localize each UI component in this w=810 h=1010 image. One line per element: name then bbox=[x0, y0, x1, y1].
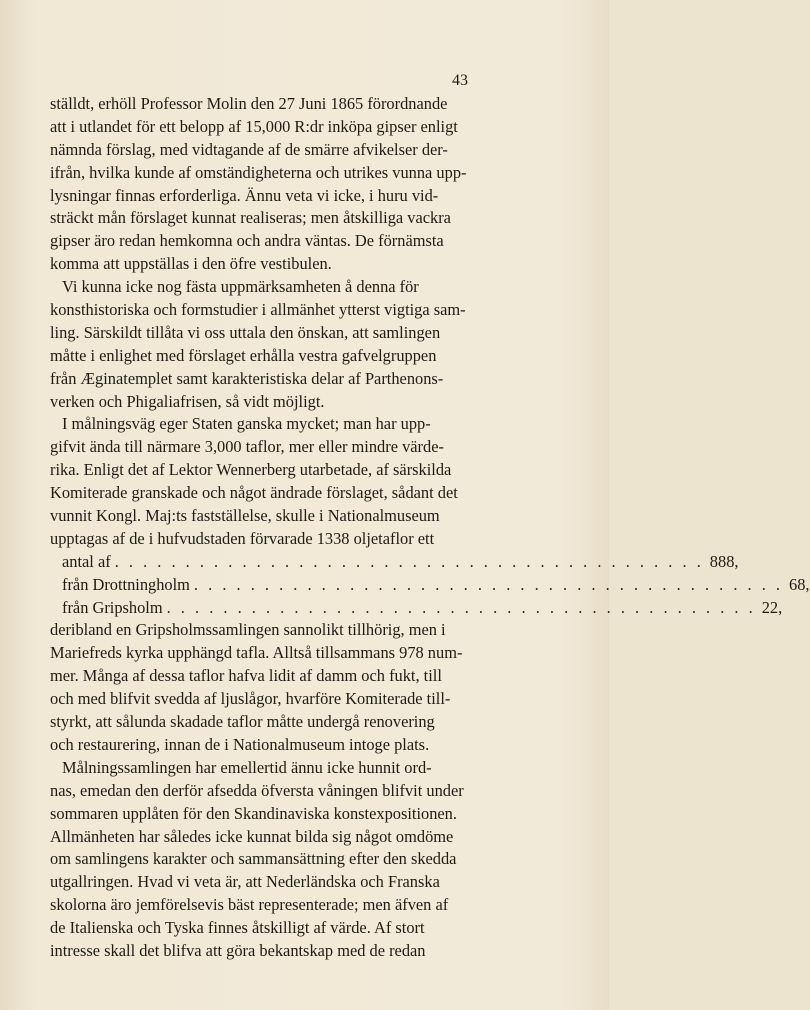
text-line bbox=[50, 93, 500, 116]
line-text: Målningssamlingen har emellertid ännu icke hunnit ord- bbox=[62, 757, 432, 777]
body-text bbox=[50, 93, 810, 963]
text-block-2 bbox=[50, 619, 500, 962]
line-text: mer. Många af dessa taflor hafva lidit af damm och fukt, till bbox=[50, 666, 442, 686]
line-text: konsthistoriska och formstudier i allmänhet ytterst vigtiga sam- bbox=[50, 300, 466, 320]
text-line bbox=[50, 826, 500, 849]
text-line bbox=[50, 528, 500, 551]
line-text: utgallringen. Hvad vi veta är, att Nederländska och Franska bbox=[50, 872, 440, 892]
list-item-label: antal af bbox=[62, 551, 111, 571]
line-text: rika. Enligt det af Lektor Wennerberg utarbetade, af särskilda bbox=[50, 460, 452, 480]
line-text: vunnit Kongl. Maj:ts fastställelse, skulle i Nationalmuseum bbox=[50, 506, 440, 526]
line-text: sommaren upplåten för den Skandinaviska konstexpositionen. bbox=[50, 803, 457, 823]
list-item-label: från Gripsholm bbox=[62, 597, 163, 617]
text-block-1 bbox=[50, 93, 500, 551]
list-item-value: 888, bbox=[709, 551, 739, 571]
text-line bbox=[50, 322, 500, 345]
line-text: deribland en Gripsholmssamlingen sannolikt tillhörig, men i bbox=[50, 620, 446, 640]
text-line bbox=[50, 505, 500, 528]
text-line bbox=[50, 665, 500, 688]
text-line bbox=[50, 619, 500, 642]
dot-leader: . . . . . . . . . . . . . . . . . . . . . . . . . . . . . . . . . . . . . . . . . . bbox=[166, 597, 756, 617]
text-line bbox=[50, 162, 500, 185]
line-text: komma att uppställas i den öfre vestibulen. bbox=[50, 254, 332, 274]
line-text: från Æginatemplet samt karakteristiska delar af Parthenons- bbox=[50, 368, 444, 388]
list-item-value: 68, bbox=[789, 574, 810, 594]
line-text: nämnda förslag, med vidtagande af de smärre afvikelser der- bbox=[50, 139, 448, 159]
line-text: de Italienska och Tyska finnes åtskilligt af värde. Af stort bbox=[50, 918, 425, 938]
text-line bbox=[50, 230, 500, 253]
text-line bbox=[50, 803, 500, 826]
line-text: måtte i enlighet med förslaget erhålla vestra gafvelgruppen bbox=[50, 345, 437, 365]
line-text: sträckt mån förslaget kunnat realiseras; men åtskilliga vackra bbox=[50, 208, 451, 228]
text-line bbox=[50, 139, 500, 162]
text-line bbox=[50, 871, 500, 894]
text-line bbox=[50, 368, 500, 391]
list-item bbox=[50, 551, 739, 574]
text-line bbox=[50, 917, 500, 940]
line-text: Komiterade granskade och något ändrade förslaget, sådant det bbox=[50, 483, 458, 503]
text-line bbox=[50, 391, 500, 414]
line-text: intresse skall det blifva att göra bekantskap med de redan bbox=[50, 940, 426, 960]
line-text: styrkt, att sålunda skadade taflor måtte undergå renovering bbox=[50, 712, 435, 732]
line-text: om samlingens karakter och sammansättning efter den skedda bbox=[50, 849, 457, 869]
line-text: ifrån, hvilka kunde af omständigheterna och utrikes vunna upp- bbox=[50, 162, 467, 182]
line-text: och restaurering, innan de i Nationalmuseum intoge plats. bbox=[50, 734, 430, 754]
text-line bbox=[50, 688, 500, 711]
text-line bbox=[50, 276, 500, 299]
dot-leader: . . . . . . . . . . . . . . . . . . . . . . . . . . . . . . . . . . . . . . . . . . bbox=[114, 551, 704, 571]
line-text: ling. Särskildt tillåta vi oss uttala den önskan, att samlingen bbox=[50, 322, 441, 342]
text-line bbox=[50, 459, 500, 482]
text-line bbox=[50, 116, 500, 139]
text-line bbox=[50, 436, 500, 459]
line-text: I målningsväg eger Staten ganska mycket; man har upp- bbox=[62, 414, 431, 434]
line-text: gifvit ända till närmare 3,000 taflor, mer eller mindre värde- bbox=[50, 437, 444, 457]
line-text: gipser äro redan hemkomna och andra väntas. De förnämsta bbox=[50, 231, 444, 251]
text-line bbox=[50, 413, 500, 436]
line-text: lysningar finnas erforderliga. Ännu veta vi icke, i huru vid- bbox=[50, 185, 439, 205]
text-line bbox=[50, 711, 500, 734]
list-item-value: 22, bbox=[761, 597, 783, 617]
text-line bbox=[50, 734, 500, 757]
text-line bbox=[50, 848, 500, 871]
text-line bbox=[50, 253, 500, 276]
line-text: skolorna äro jemförelsevis bäst representerade; men äfven af bbox=[50, 895, 449, 915]
text-line bbox=[50, 345, 500, 368]
text-line bbox=[50, 894, 500, 917]
line-text: Mariefreds kyrka upphängd tafla. Alltså tillsammans 978 num- bbox=[50, 643, 463, 663]
text-line bbox=[50, 642, 500, 665]
line-text: verken och Phigaliafrisen, så vidt möjligt. bbox=[50, 391, 325, 411]
line-text: upptagas af de i hufvudstaden förvarade 1338 oljetaflor ett bbox=[50, 528, 435, 548]
dot-leader: . . . . . . . . . . . . . . . . . . . . . . . . . . . . . . . . . . . . . . . . . . bbox=[193, 574, 784, 594]
line-text: Allmänheten har således icke kunnat bilda sig något omdöme bbox=[50, 826, 454, 846]
text-line bbox=[50, 780, 500, 803]
line-text: ställdt, erhöll Professor Molin den 27 Juni 1865 förordnande bbox=[50, 94, 448, 113]
line-text: nas, emedan den derför afsedda öfversta våningen blifvit under bbox=[50, 780, 464, 800]
text-line bbox=[50, 757, 500, 780]
list-item-label: från Drottningholm bbox=[62, 574, 190, 594]
text-line bbox=[50, 482, 500, 505]
text-line bbox=[50, 207, 500, 230]
list-item bbox=[50, 574, 810, 597]
text-line bbox=[50, 940, 500, 963]
text-line bbox=[50, 299, 500, 322]
line-text: Vi kunna icke nog fästa uppmärksamheten å denna för bbox=[62, 277, 419, 297]
list-item bbox=[50, 597, 783, 620]
page-number: 43 bbox=[452, 72, 468, 89]
line-text: att i utlandet för ett belopp af 15,000 R:dr inköpa gipser enligt bbox=[50, 116, 458, 136]
text-line bbox=[50, 185, 500, 208]
line-text: och med blifvit svedda af ljuslågor, hvarföre Komiterade till- bbox=[50, 689, 451, 709]
painting-count-list bbox=[50, 551, 810, 620]
